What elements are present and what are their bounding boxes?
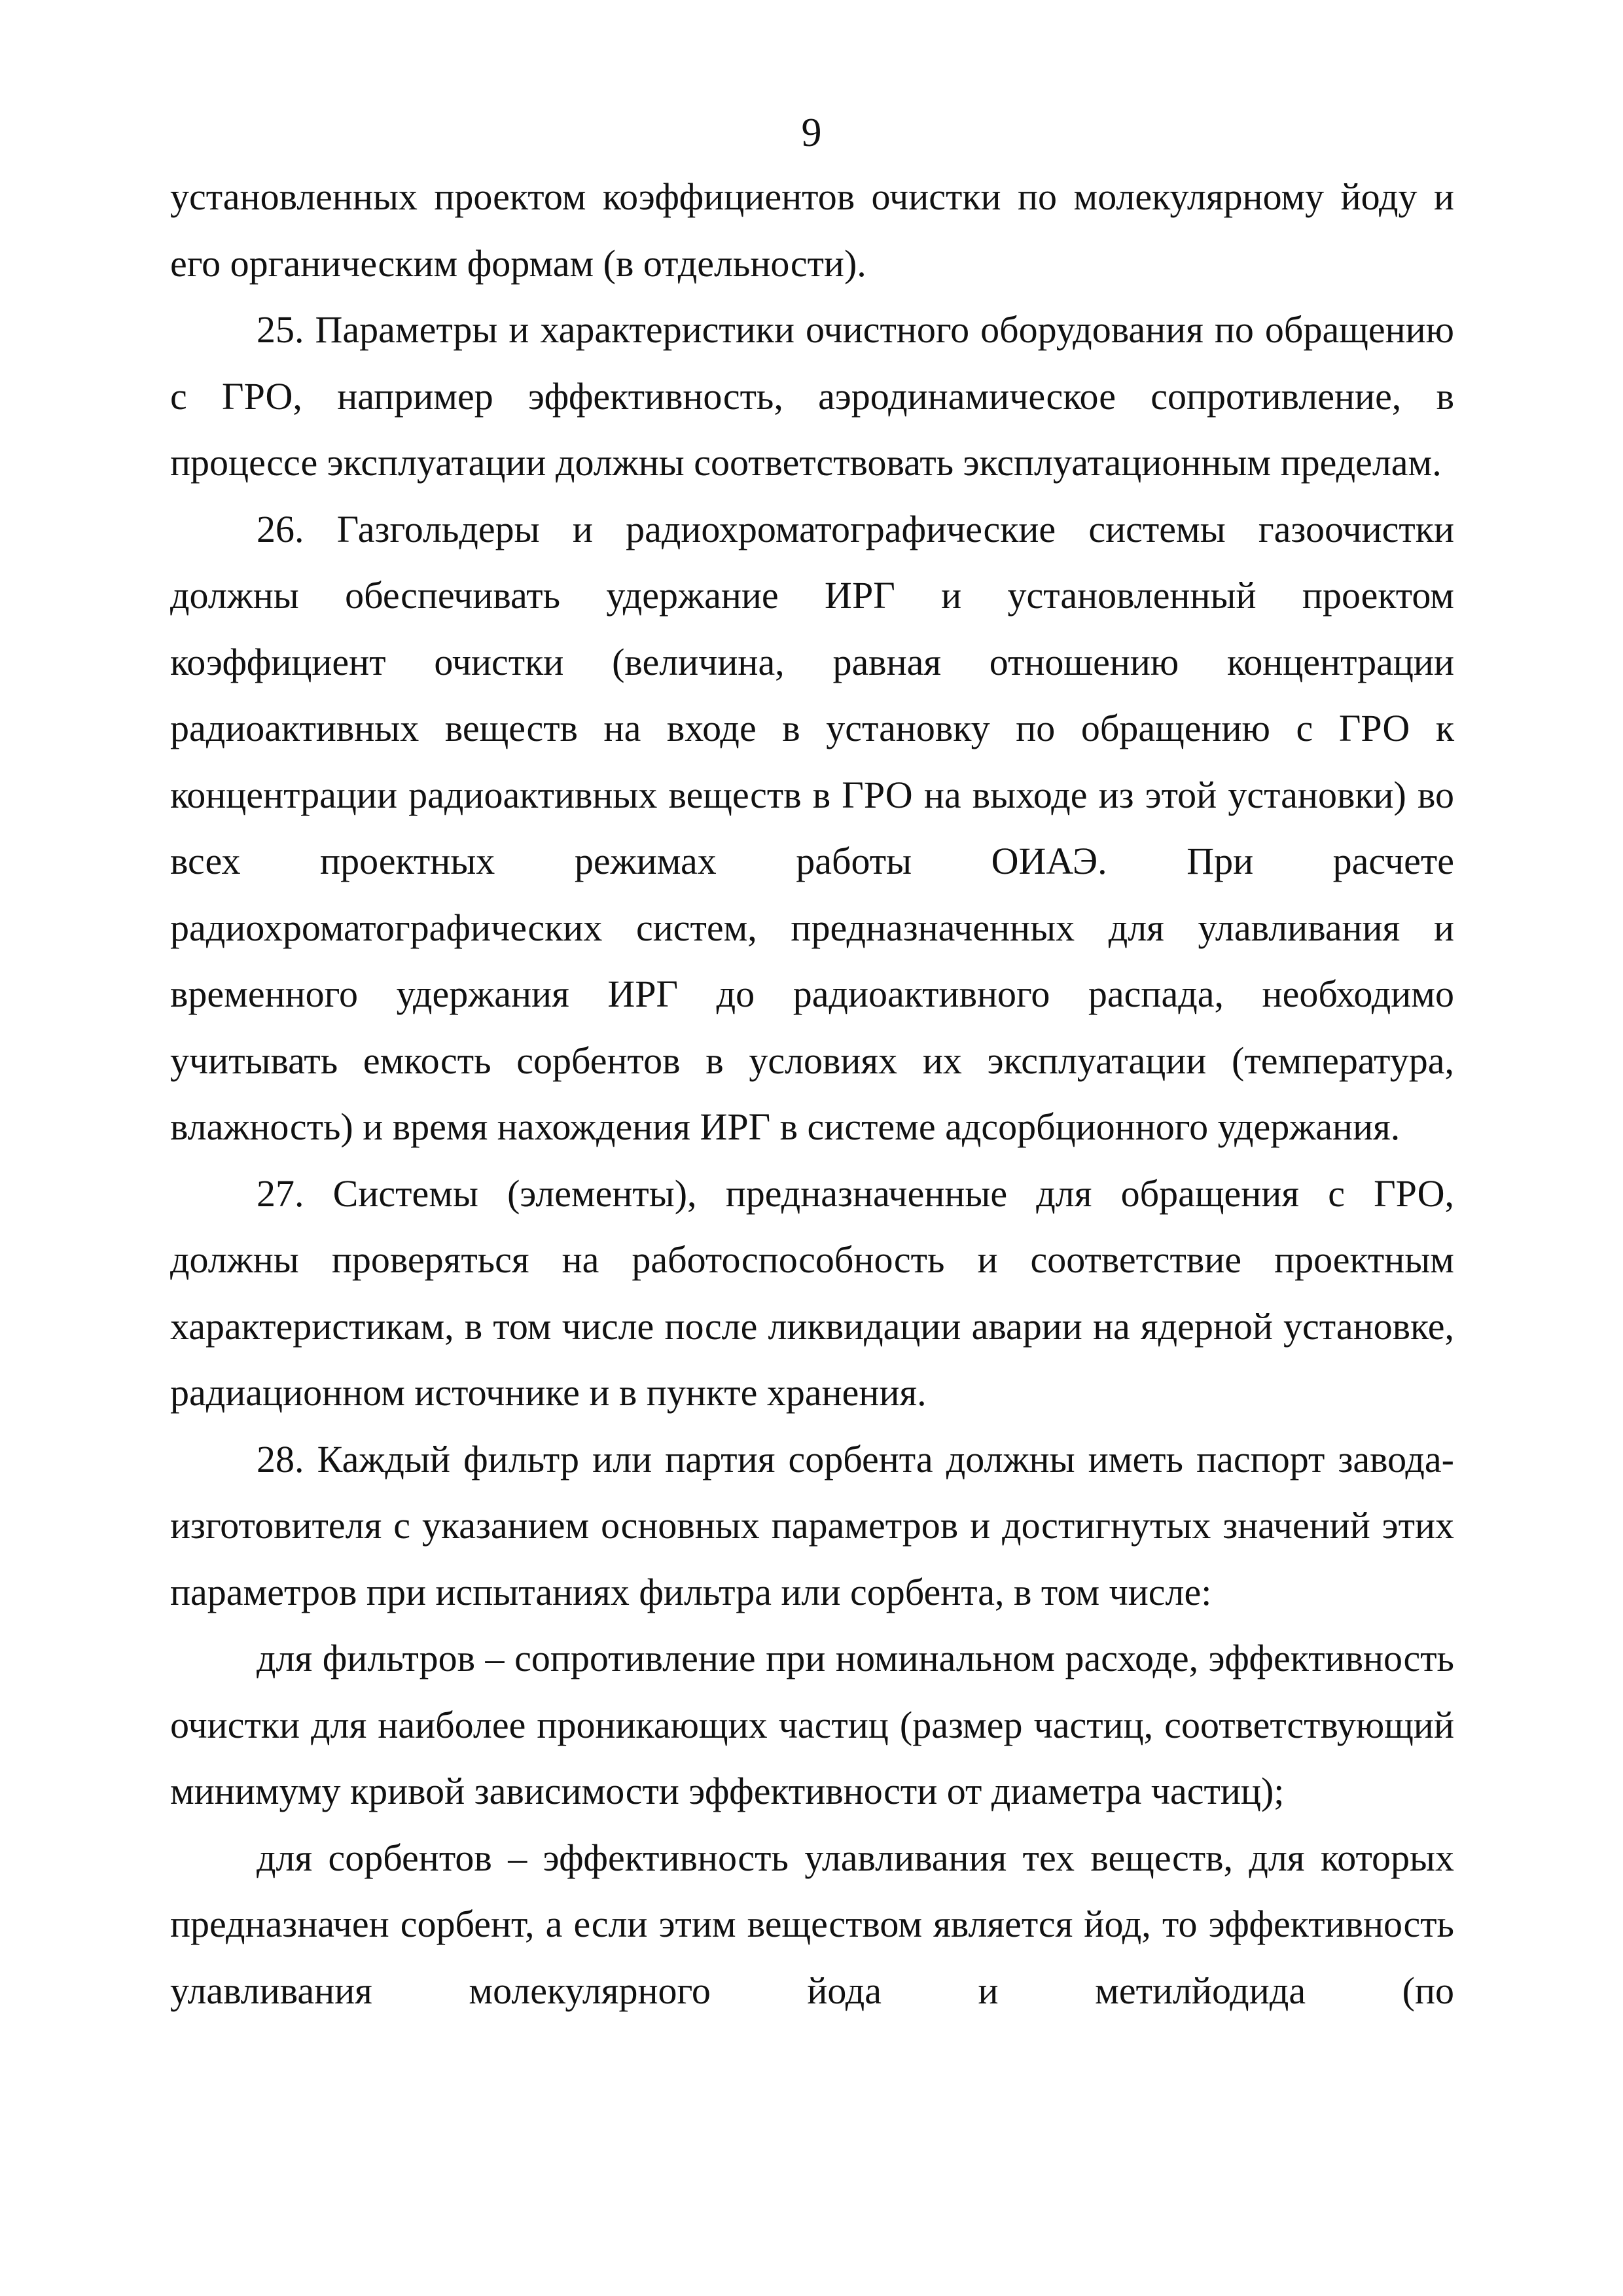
paragraph-27: 27. Системы (элементы), предназначенные для обращения с ГРО, должны проверяться на работоспособность и соответствие проектным характеристикам, в том числе после ликвидации аварии на ядерной установке, радиационном источнике и в пункте хранения. <box>170 1172 1454 1414</box>
document-body <box>170 164 1454 2024</box>
page-number: 9 <box>801 111 822 155</box>
paragraph-filters: для фильтров – сопротивление при номинальном расходе, эффективность очистки для наиболее проникающих частиц (размер частиц, соответствующий минимуму кривой зависимости эффективности от диаметра частиц); <box>170 1637 1454 1812</box>
paragraph-26: 26. Газгольдеры и радиохроматографические системы газоочистки должны обеспечивать удержание ИРГ и установленный проектом коэффициент очистки (величина, равная отношению концентрации радиоактивных веществ на входе в установку по обращению с ГРО к концентрации радиоактивных веществ в ГРО на выходе из этой установки) во всех проектных режимах работы ОИАЭ. При расчете радиохроматографических систем, предназначенных для улавливания и временного удержания ИРГ до радиоактивного распада, необходимо учитывать емкость сорбентов в условиях их эксплуатации (температура, влажность) и время нахождения ИРГ в системе адсорбционного удержания. <box>170 507 1454 1148</box>
paragraph-25: 25. Параметры и характеристики очистного оборудования по обращению с ГРО, например эффективность, аэродинамическое сопротивление, в процессе эксплуатации должны соответствовать эксплуатационным пределам. <box>170 308 1454 484</box>
paragraph-continuation: установленных проектом коэффициентов очистки по молекулярному йоду и его органическим формам (в отдельности). <box>170 175 1454 285</box>
paragraph-sorbents: для сорбентов – эффективность улавливания тех веществ, для которых предназначен сорбент, а если этим веществом является йод, то эффективность улавливания молекулярного йода и метилйодида (по <box>170 1836 1454 2012</box>
paragraph-28: 28. Каждый фильтр или партия сорбента должны иметь паспорт завода-изготовителя с указанием основных параметров и достигнутых значений этих параметров при испытаниях фильтра или сорбента, в том числе: <box>170 1437 1454 1613</box>
